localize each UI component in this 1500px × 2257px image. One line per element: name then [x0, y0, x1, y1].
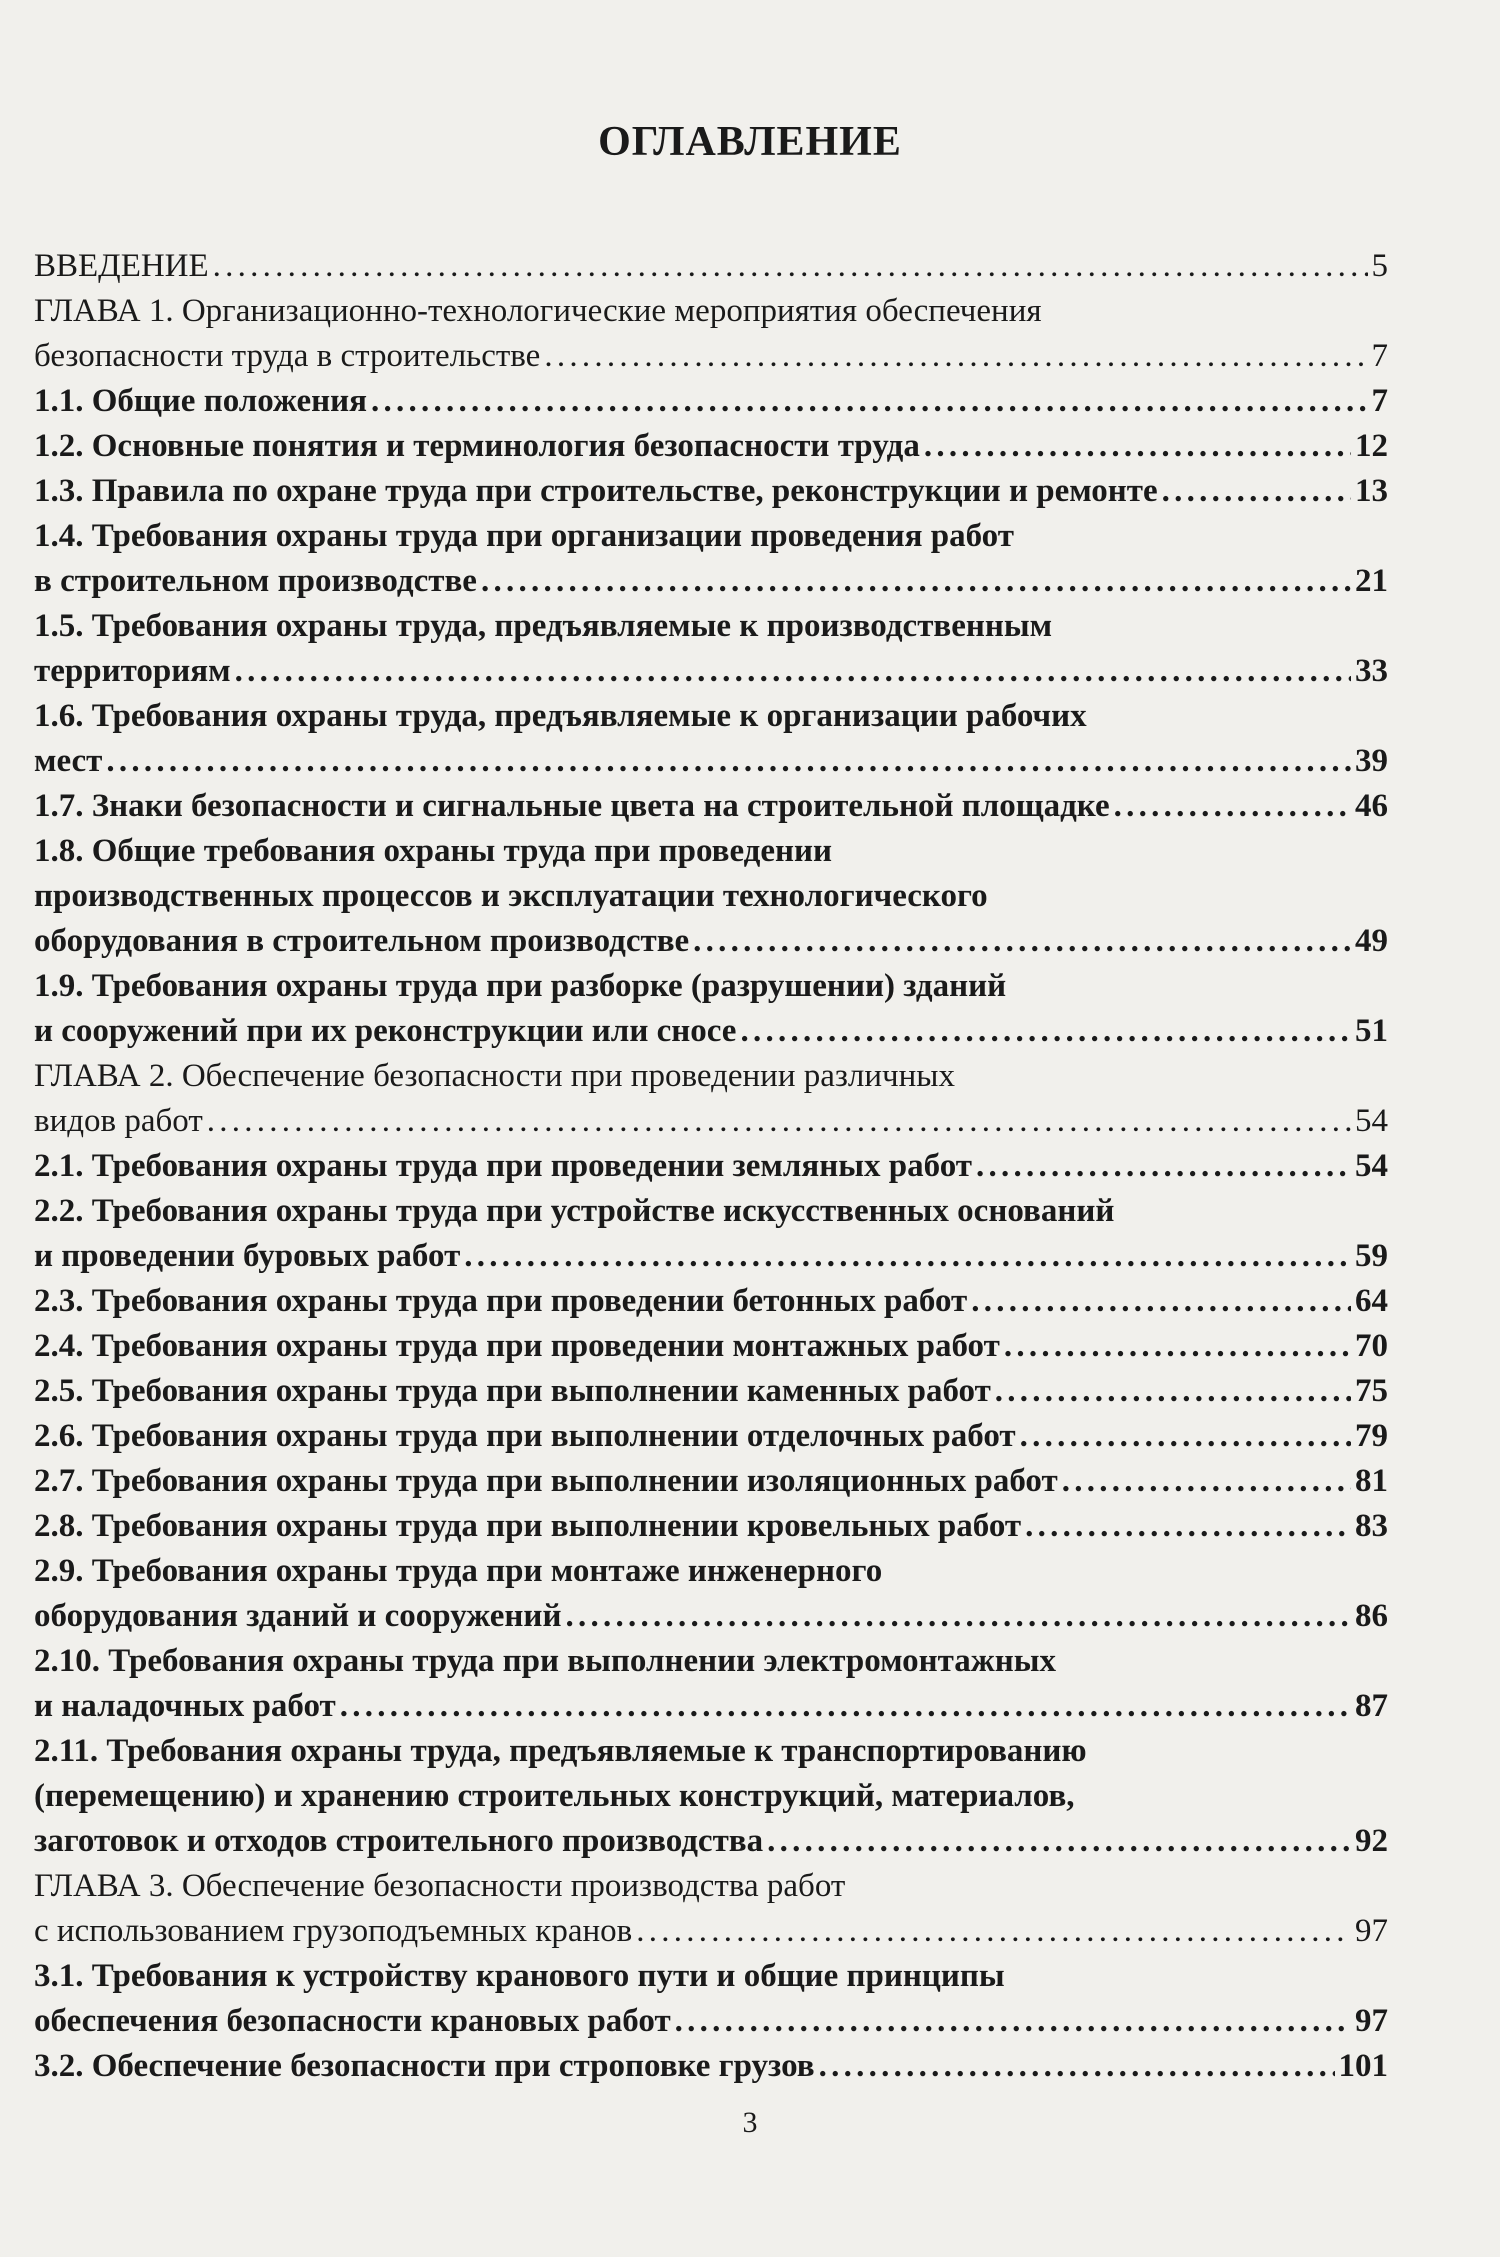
toc-entry-text: ВВЕДЕНИЕ [34, 248, 209, 284]
toc-entry-text: и наладочных работ [34, 1688, 336, 1724]
dot-leader [767, 1819, 1351, 1864]
toc-entry [34, 1144, 1388, 1189]
toc-entry [34, 1504, 1388, 1549]
toc-page-number: 13 [1355, 473, 1388, 509]
toc-entry [34, 1729, 1388, 1864]
toc-entry [34, 784, 1388, 829]
toc-page-number: 70 [1355, 1328, 1388, 1364]
page-number: 3 [742, 2106, 758, 2139]
toc-entry [34, 1549, 1388, 1639]
toc-entry-text: 2.11. Требования охраны труда, предъявляемые к транспортированию [34, 1733, 1087, 1769]
toc-entry [34, 1279, 1388, 1324]
toc-entry-text: 2.3. Требования охраны труда при проведении бетонных работ [34, 1283, 968, 1319]
toc-page-number: 54 [1355, 1148, 1388, 1184]
toc-entry-text: 1.6. Требования охраны труда, предъявляемые к организации рабочих [34, 698, 1087, 734]
dot-leader [106, 739, 1351, 784]
toc-entry-text: 1.5. Требования охраны труда, предъявляемые к производственным [34, 608, 1053, 644]
toc-entry [34, 424, 1388, 469]
dot-leader [235, 649, 1351, 694]
toc-entry [34, 1414, 1388, 1459]
table-of-contents [34, 244, 1388, 2089]
toc-page-number: 5 [1371, 248, 1388, 284]
toc-page-number: 92 [1355, 1823, 1388, 1859]
toc-entry [34, 604, 1388, 694]
toc-page-number: 54 [1355, 1103, 1388, 1139]
toc-entry [34, 694, 1388, 784]
toc-page-number: 97 [1355, 2003, 1388, 2039]
dot-leader [1162, 469, 1351, 514]
dot-leader [544, 334, 1367, 379]
toc-entry-text: в строительном производстве [34, 563, 477, 599]
toc-page-number: 87 [1355, 1688, 1388, 1724]
dot-leader [693, 919, 1351, 964]
toc-entry-text: 3.1. Требования к устройству кранового пути и общие принципы [34, 1958, 1005, 1994]
dot-leader [976, 1144, 1351, 1189]
toc-page-number: 59 [1355, 1238, 1388, 1274]
toc-entry [34, 379, 1388, 424]
dot-leader [740, 1009, 1351, 1054]
toc-entry-text: территориям [34, 653, 231, 689]
toc-page-number: 39 [1355, 743, 1388, 779]
toc-page-number: 64 [1355, 1283, 1388, 1319]
toc-entry [34, 289, 1388, 379]
toc-entry [34, 244, 1388, 289]
toc-page-number: 97 [1355, 1913, 1388, 1949]
toc-entry-text: 3.2. Обеспечение безопасности при строповке грузов [34, 2048, 815, 2084]
toc-page-number: 51 [1355, 1013, 1388, 1049]
toc-entry-text: и проведении буровых работ [34, 1238, 461, 1274]
toc-entry [34, 514, 1388, 604]
toc-entry-text: 2.10. Требования охраны труда при выполнении электромонтажных [34, 1643, 1056, 1679]
dot-leader [1114, 784, 1351, 829]
dot-leader [819, 2044, 1335, 2089]
toc-entry [34, 1054, 1388, 1144]
toc-entry [34, 1954, 1388, 2044]
toc-entry-text: обеспечения безопасности крановых работ [34, 2003, 671, 2039]
dot-leader [1004, 1324, 1351, 1369]
toc-page-number: 7 [1371, 338, 1388, 374]
toc-entry [34, 1639, 1388, 1729]
toc-entry-text: 1.9. Требования охраны труда при разборке (разрушении) зданий [34, 968, 1007, 1004]
toc-page-number: 81 [1355, 1463, 1388, 1499]
toc-entry-text: производственных процессов и эксплуатации технологического [34, 878, 988, 914]
toc-page-number: 12 [1355, 428, 1388, 464]
toc-entry-text: 2.6. Требования охраны труда при выполнении отделочных работ [34, 1418, 1016, 1454]
dot-leader [636, 1909, 1351, 1954]
toc-entry-text: (перемещению) и хранению строительных конструкций, материалов, [34, 1778, 1075, 1814]
toc-entry-text: 2.4. Требования охраны труда при проведении монтажных работ [34, 1328, 1000, 1364]
toc-entry [34, 1459, 1388, 1504]
toc-page-number: 46 [1355, 788, 1388, 824]
dot-leader [1062, 1459, 1351, 1504]
toc-entry [34, 829, 1388, 964]
toc-entry [34, 1189, 1388, 1279]
toc-entry-text: 1.7. Знаки безопасности и сигнальные цвета на строительной площадке [34, 788, 1110, 824]
toc-entry [34, 964, 1388, 1054]
toc-entry-text: 2.9. Требования охраны труда при монтаже инженерного [34, 1553, 883, 1589]
toc-page-number: 75 [1355, 1373, 1388, 1409]
dot-leader [207, 1099, 1351, 1144]
dot-leader [464, 1234, 1351, 1279]
toc-entry-text: и сооружений при их реконструкции или сносе [34, 1013, 737, 1049]
toc-page-number: 101 [1338, 2048, 1388, 2084]
toc-entry [34, 1369, 1388, 1414]
toc-entry-text: 1.1. Общие положения [34, 383, 367, 419]
toc-page-number: 86 [1355, 1598, 1388, 1634]
dot-leader [924, 424, 1351, 469]
toc-entry [34, 1324, 1388, 1369]
dot-leader [675, 1999, 1351, 2044]
dot-leader [340, 1684, 1351, 1729]
toc-page-number: 49 [1355, 923, 1388, 959]
toc-entry-text: видов работ [34, 1103, 203, 1139]
toc-entry-text: ГЛАВА 3. Обеспечение безопасности производства работ [34, 1868, 846, 1904]
dot-leader [481, 559, 1351, 604]
toc-entry-text: с использованием грузоподъемных кранов [34, 1913, 633, 1949]
toc-entry-text: оборудования в строительном производстве [34, 923, 690, 959]
dot-leader [1025, 1504, 1351, 1549]
toc-entry-text: 1.8. Общие требования охраны труда при проведении [34, 833, 833, 869]
toc-entry-text: 1.4. Требования охраны труда при организации проведения работ [34, 518, 1014, 554]
toc-entry [34, 469, 1388, 514]
toc-entry-text: 1.2. Основные понятия и терминология безопасности труда [34, 428, 920, 464]
toc-entry-text: заготовок и отходов строительного производства [34, 1823, 764, 1859]
toc-page-number: 83 [1355, 1508, 1388, 1544]
dot-leader [971, 1279, 1351, 1324]
toc-page-number: 33 [1355, 653, 1388, 689]
dot-leader [213, 244, 1368, 289]
toc-entry-text: ГЛАВА 2. Обеспечение безопасности при проведении различных [34, 1058, 955, 1094]
toc-entry-text: мест [34, 743, 103, 779]
toc-page-number: 79 [1355, 1418, 1388, 1454]
toc-entry-text: оборудования зданий и сооружений [34, 1598, 562, 1634]
dot-leader [1020, 1414, 1351, 1459]
page-title: ОГЛАВЛЕНИЕ [598, 119, 902, 165]
toc-page-number: 21 [1355, 563, 1388, 599]
toc-entry [34, 2044, 1388, 2089]
toc-entry-text: 1.3. Правила по охране труда при строительстве, реконструкции и ремонте [34, 473, 1158, 509]
toc-entry-text: 2.7. Требования охраны труда при выполнении изоляционных работ [34, 1463, 1058, 1499]
toc-page-number: 7 [1371, 383, 1388, 419]
dot-leader [371, 379, 1368, 424]
dot-leader [565, 1594, 1351, 1639]
toc-entry-text: ГЛАВА 1. Организационно-технологические мероприятия обеспечения [34, 293, 1042, 329]
dot-leader [995, 1369, 1351, 1414]
toc-entry-text: 2.2. Требования охраны труда при устройстве искусственных оснований [34, 1193, 1115, 1229]
toc-entry [34, 1864, 1388, 1954]
toc-entry-text: безопасности труда в строительстве [34, 338, 541, 374]
toc-entry-text: 2.8. Требования охраны труда при выполнении кровельных работ [34, 1508, 1022, 1544]
toc-entry-text: 2.1. Требования охраны труда при проведении земляных работ [34, 1148, 972, 1184]
toc-entry-text: 2.5. Требования охраны труда при выполнении каменных работ [34, 1373, 991, 1409]
